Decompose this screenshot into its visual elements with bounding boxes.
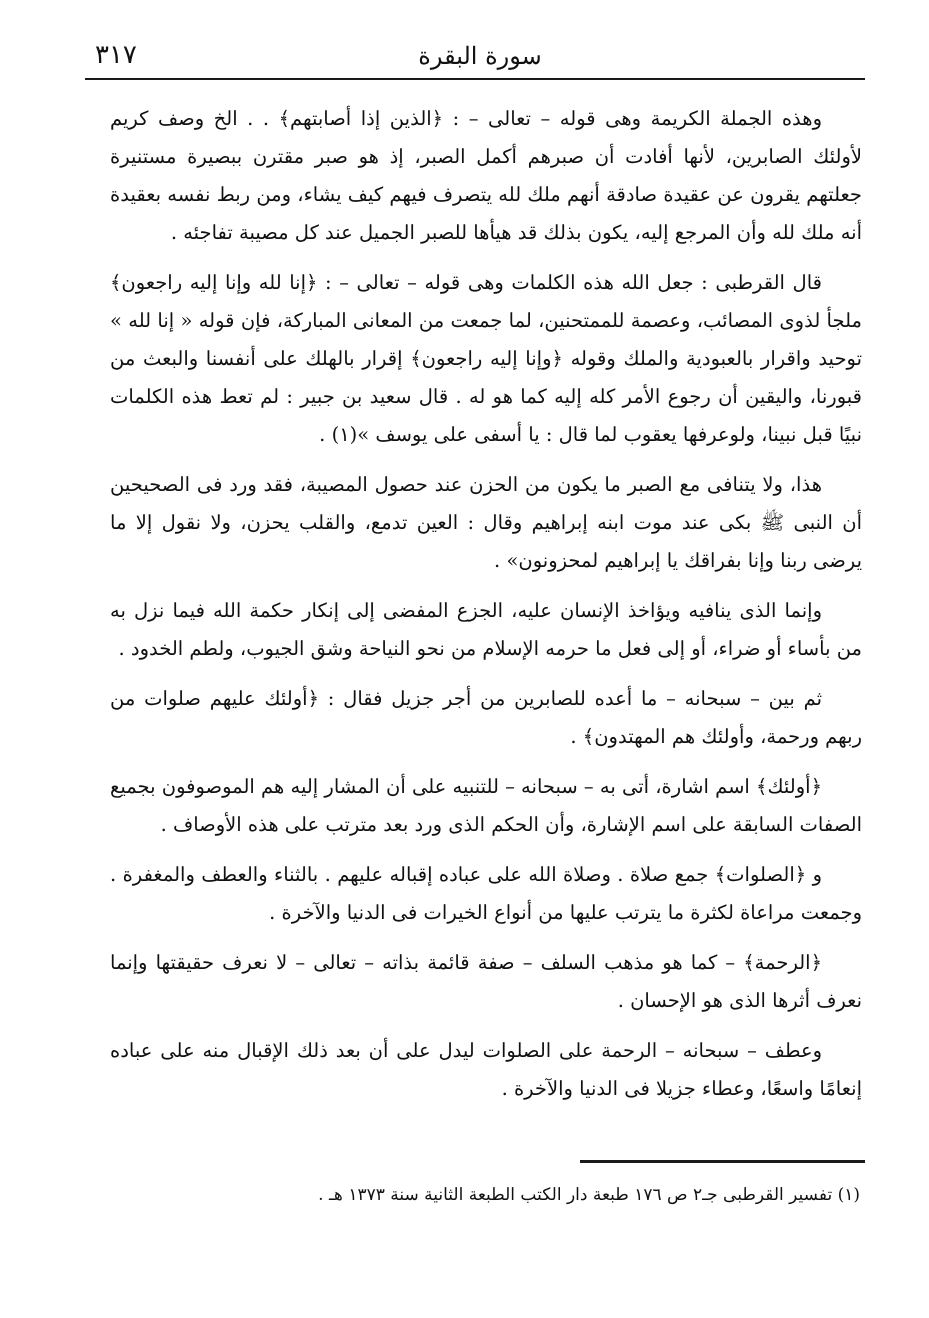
- surah-title: سورة البقرة: [418, 42, 542, 70]
- footnote-divider: [580, 1160, 865, 1163]
- page-number: ٣١٧: [95, 40, 137, 70]
- paragraph-5: ثم بين – سبحانه – ما أعده للصابرين من أجر جزيل فقال : ﴿أولئك عليهم صلوات من ربهم ورحمة، وأولئك هم المهتدون﴾ .: [110, 687, 862, 748]
- paragraph-1: وهذه الجملة الكريمة وهى قوله – تعالى – : ﴿الذين إذا أصابتهم﴾ . . الخ وصف كريم لأولئك الصابرين، لأنها أفادت أن صبرهم أكمل الصبر، إذ هو صبر مقترن ببصيرة مستنيرة جعلتهم يقرون عن عقيدة صادقة أنهم ملك لله يتصرف فيهم كيف يشاء، ومن ربط نفسه بعقيدة أنه ملك لله وأن المرجع إليه، يكون بذلك قد هيأها للصبر الجميل عند كل مصيبة تفاجئه .: [110, 107, 862, 244]
- paragraph-9: وعطف – سبحانه – الرحمة على الصلوات ليدل على أن بعد ذلك الإقبال منه على عباده إنعامًا واسعًا، وعطاء جزيلا فى الدنيا والآخرة .: [110, 1039, 862, 1100]
- paragraph-2: قال القرطبى : جعل الله هذه الكلمات وهى قوله – تعالى – : ﴿إنا لله وإنا إليه راجعون﴾ ملجأ لذوى المصائب، وعصمة للممتحنين، لما جمعت من المعانى المباركة، فإن قوله « إنا لله » توحيد واقرار بالعبودية والملك وقوله ﴿وإنا إليه راجعون﴾ إقرار بالهلك على أنفسنا والبعث من قبورنا، واليقين أن رجوع الأمر كله إليه كما هو له . قال سعيد بن جبير : لم تعط هذه الكلمات نبيًا قبل نبينا، ولوعرفها يعقوب لما قال : يا أسفى على يوسف »(١) .: [110, 271, 862, 446]
- paragraph-8: ﴿الرحمة﴾ – كما هو مذهب السلف – صفة قائمة بذاته – تعالى – لا نعرف حقيقتها وإنما نعرف أثرها الذى هو الإحسان .: [110, 951, 862, 1012]
- header-divider: [85, 78, 865, 80]
- footnote: (١) تفسير القرطبى جـ٢ ص ١٧٦ طبعة دار الكتب الطبعة الثانية سنة ١٣٧٣ هـ .: [318, 1185, 860, 1205]
- paragraph-3: هذا، ولا يتنافى مع الصبر ما يكون من الحزن عند حصول المصيبة، فقد ورد فى الصحيحين أن النبى ﷺ بكى عند موت ابنه إبراهيم وقال : العين تدمع، والقلب يحزن، ولا نقول إلا ما يرضى ربنا وإنا بفراقك يا إبراهيم لمحزونون» .: [110, 473, 862, 572]
- body-text: [110, 100, 862, 1120]
- paragraph-6: ﴿أولئك﴾ اسم اشارة، أتى به – سبحانه – للتنبيه على أن المشار إليه هم الموصوفون بجميع الصفات السابقة على اسم الإشارة، وأن الحكم الذى ورد بعد مترتب على هذه الأوصاف .: [110, 775, 862, 836]
- paragraph-7: و ﴿الصلوات﴾ جمع صلاة . وصلاة الله على عباده إقباله عليهم . بالثناء والعطف والمغفرة . وجمعت مراعاة لكثرة ما يترتب عليها من أنواع الخيرات فى الدنيا والآخرة .: [110, 863, 862, 924]
- page-header: [95, 40, 865, 80]
- paragraph-4: وإنما الذى ينافيه ويؤاخذ الإنسان عليه، الجزع المفضى إلى إنكار حكمة الله فيما نزل به من بأساء أو ضراء، أو إلى فعل ما حرمه الإسلام من نحو النياحة وشق الجيوب، ولطم الخدود .: [110, 599, 862, 660]
